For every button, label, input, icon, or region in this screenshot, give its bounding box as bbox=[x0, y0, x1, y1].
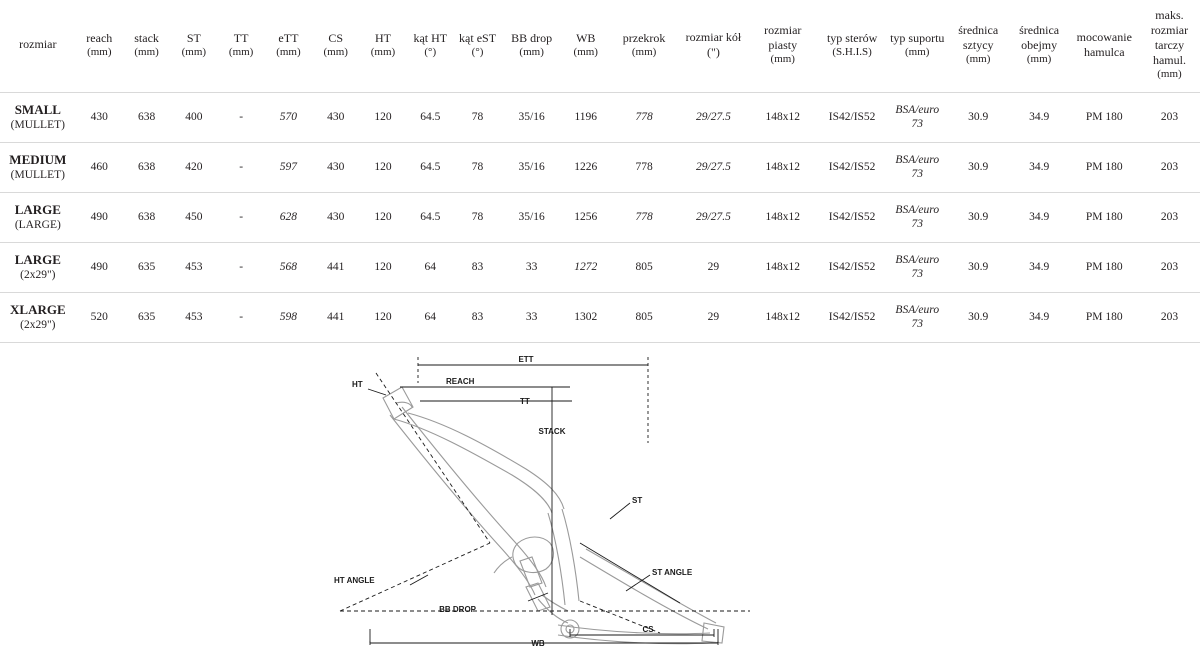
label-cs: CS bbox=[642, 624, 654, 634]
cell-hub-size: 148x12 bbox=[748, 92, 817, 142]
col-header-headset: typ sterów (S.H.I.S) bbox=[817, 0, 886, 92]
cell-est-angle: 83 bbox=[454, 242, 501, 292]
cell-brake-mount: PM 180 bbox=[1070, 192, 1139, 242]
cell-ht: 120 bbox=[359, 292, 406, 342]
cell-seatpost: 30.9 bbox=[948, 192, 1009, 242]
cell-max-rotor: 203 bbox=[1139, 92, 1200, 142]
cell-bb-drop: 35/16 bbox=[501, 192, 562, 242]
cell-brake-mount: PM 180 bbox=[1070, 92, 1139, 142]
cell-ht: 120 bbox=[359, 142, 406, 192]
cell-headset: IS42/IS52 bbox=[817, 142, 886, 192]
cell-bb: BSA/euro 73 bbox=[887, 292, 948, 342]
cell-bb-drop: 35/16 bbox=[501, 142, 562, 192]
cell-ht: 120 bbox=[359, 242, 406, 292]
col-header-est-angle: kąt eST (°) bbox=[454, 0, 501, 92]
cell-ht-angle: 64 bbox=[407, 292, 454, 342]
cell-standover: 805 bbox=[609, 242, 678, 292]
cell-brake-mount: PM 180 bbox=[1070, 242, 1139, 292]
label-st-angle: ST ANGLE bbox=[652, 567, 693, 577]
col-header-tt: TT (mm) bbox=[218, 0, 265, 92]
col-header-clamp: średnica obejmy (mm) bbox=[1009, 0, 1070, 92]
col-header-ht-angle: kąt HT (°) bbox=[407, 0, 454, 92]
cell-wb: 1226 bbox=[562, 142, 609, 192]
cell-tt: - bbox=[218, 142, 265, 192]
cell-st: 420 bbox=[170, 142, 217, 192]
label-tt: TT bbox=[520, 396, 530, 406]
cell-bb: BSA/euro 73 bbox=[887, 142, 948, 192]
label-bb-drop: BB DROP bbox=[439, 604, 476, 614]
cell-max-rotor: 203 bbox=[1139, 142, 1200, 192]
cell-stack: 635 bbox=[123, 242, 170, 292]
cell-tt: - bbox=[218, 192, 265, 242]
frame-outline bbox=[383, 387, 724, 644]
label-wb: WB bbox=[531, 638, 545, 648]
cell-est-angle: 78 bbox=[454, 92, 501, 142]
cell-bb: BSA/euro 73 bbox=[887, 242, 948, 292]
col-header-wheel-size: rozmiar kół (") bbox=[679, 0, 748, 92]
label-st: ST bbox=[632, 495, 643, 505]
cell-hub-size: 148x12 bbox=[748, 142, 817, 192]
cell-bb: BSA/euro 73 bbox=[887, 192, 948, 242]
cell-ht-angle: 64.5 bbox=[407, 192, 454, 242]
frame-geometry-diagram bbox=[0, 343, 1200, 653]
cell-hub-size: 148x12 bbox=[748, 242, 817, 292]
label-reach: REACH bbox=[446, 376, 475, 386]
cell-seatpost: 30.9 bbox=[948, 292, 1009, 342]
cell-ht-angle: 64 bbox=[407, 242, 454, 292]
cell-size: XLARGE (2x29") bbox=[0, 292, 76, 342]
cell-stack: 638 bbox=[123, 142, 170, 192]
cell-ett: 598 bbox=[265, 292, 312, 342]
cell-ht-angle: 64.5 bbox=[407, 142, 454, 192]
col-header-wb: WB (mm) bbox=[562, 0, 609, 92]
cell-wheel-size: 29 bbox=[679, 242, 748, 292]
cell-tt: - bbox=[218, 292, 265, 342]
col-header-max-rotor: maks. rozmiar tarczy hamul. (mm) bbox=[1139, 0, 1200, 92]
table-row bbox=[0, 92, 1200, 142]
cell-cs: 430 bbox=[312, 192, 359, 242]
cell-est-angle: 78 bbox=[454, 142, 501, 192]
cell-ett: 597 bbox=[265, 142, 312, 192]
col-header-stack: stack (mm) bbox=[123, 0, 170, 92]
col-header-seatpost: średnica sztycy (mm) bbox=[948, 0, 1009, 92]
table-body bbox=[0, 92, 1200, 342]
cell-wheel-size: 29/27.5 bbox=[679, 92, 748, 142]
table-row bbox=[0, 292, 1200, 342]
cell-wb: 1256 bbox=[562, 192, 609, 242]
cell-bb-drop: 33 bbox=[501, 292, 562, 342]
cell-est-angle: 83 bbox=[454, 292, 501, 342]
cell-cs: 430 bbox=[312, 142, 359, 192]
cell-ett: 570 bbox=[265, 92, 312, 142]
frame-diagram-svg bbox=[280, 343, 920, 653]
cell-wb: 1196 bbox=[562, 92, 609, 142]
cell-seatpost: 30.9 bbox=[948, 92, 1009, 142]
col-header-hub-size: rozmiar piasty (mm) bbox=[748, 0, 817, 92]
cell-brake-mount: PM 180 bbox=[1070, 292, 1139, 342]
cell-est-angle: 78 bbox=[454, 192, 501, 242]
label-ht: HT bbox=[352, 379, 363, 389]
col-header-cs: CS (mm) bbox=[312, 0, 359, 92]
cell-reach: 520 bbox=[76, 292, 123, 342]
cell-reach: 430 bbox=[76, 92, 123, 142]
cell-standover: 805 bbox=[609, 292, 678, 342]
cell-st: 453 bbox=[170, 292, 217, 342]
dimension-labels bbox=[334, 355, 693, 648]
cell-clamp: 34.9 bbox=[1009, 92, 1070, 142]
cell-reach: 490 bbox=[76, 192, 123, 242]
cell-hub-size: 148x12 bbox=[748, 192, 817, 242]
cell-size: LARGE (LARGE) bbox=[0, 192, 76, 242]
col-header-reach: reach (mm) bbox=[76, 0, 123, 92]
label-stack: STACK bbox=[538, 426, 566, 436]
cell-max-rotor: 203 bbox=[1139, 242, 1200, 292]
cell-stack: 638 bbox=[123, 92, 170, 142]
cell-bb-drop: 33 bbox=[501, 242, 562, 292]
cell-size: SMALL (MULLET) bbox=[0, 92, 76, 142]
cell-cs: 441 bbox=[312, 242, 359, 292]
cell-ht: 120 bbox=[359, 92, 406, 142]
col-header-bb: typ suportu (mm) bbox=[887, 0, 948, 92]
cell-wb: 1302 bbox=[562, 292, 609, 342]
cell-headset: IS42/IS52 bbox=[817, 192, 886, 242]
cell-st: 400 bbox=[170, 92, 217, 142]
col-header-ht: HT (mm) bbox=[359, 0, 406, 92]
cell-tt: - bbox=[218, 92, 265, 142]
cell-seatpost: 30.9 bbox=[948, 242, 1009, 292]
cell-standover: 778 bbox=[609, 192, 678, 242]
table-header bbox=[0, 0, 1200, 92]
cell-clamp: 34.9 bbox=[1009, 242, 1070, 292]
col-header-st: ST (mm) bbox=[170, 0, 217, 92]
table-row bbox=[0, 142, 1200, 192]
col-header-ett: eTT (mm) bbox=[265, 0, 312, 92]
col-header-brake-mount: mocowanie hamulca bbox=[1070, 0, 1139, 92]
cell-st: 450 bbox=[170, 192, 217, 242]
cell-clamp: 34.9 bbox=[1009, 292, 1070, 342]
cell-cs: 430 bbox=[312, 92, 359, 142]
label-ht-angle: HT ANGLE bbox=[334, 575, 375, 585]
table-row bbox=[0, 192, 1200, 242]
cell-clamp: 34.9 bbox=[1009, 192, 1070, 242]
table-row bbox=[0, 242, 1200, 292]
cell-bb-drop: 35/16 bbox=[501, 92, 562, 142]
cell-headset: IS42/IS52 bbox=[817, 292, 886, 342]
col-header-standover: przekrok (mm) bbox=[609, 0, 678, 92]
cell-max-rotor: 203 bbox=[1139, 292, 1200, 342]
cell-ett: 628 bbox=[265, 192, 312, 242]
cell-stack: 638 bbox=[123, 192, 170, 242]
cell-clamp: 34.9 bbox=[1009, 142, 1070, 192]
cell-headset: IS42/IS52 bbox=[817, 92, 886, 142]
cell-brake-mount: PM 180 bbox=[1070, 142, 1139, 192]
cell-bb: BSA/euro 73 bbox=[887, 92, 948, 142]
cell-standover: 778 bbox=[609, 142, 678, 192]
label-ett: ETT bbox=[518, 354, 534, 364]
cell-size: MEDIUM (MULLET) bbox=[0, 142, 76, 192]
header-row bbox=[0, 0, 1200, 92]
cell-wheel-size: 29/27.5 bbox=[679, 192, 748, 242]
cell-size: LARGE (2x29") bbox=[0, 242, 76, 292]
cell-ht-angle: 64.5 bbox=[407, 92, 454, 142]
cell-seatpost: 30.9 bbox=[948, 142, 1009, 192]
cell-tt: - bbox=[218, 242, 265, 292]
col-header-bb-drop: BB drop (mm) bbox=[501, 0, 562, 92]
cell-standover: 778 bbox=[609, 92, 678, 142]
cell-cs: 441 bbox=[312, 292, 359, 342]
cell-ett: 568 bbox=[265, 242, 312, 292]
cell-headset: IS42/IS52 bbox=[817, 242, 886, 292]
cell-hub-size: 148x12 bbox=[748, 292, 817, 342]
cell-wheel-size: 29 bbox=[679, 292, 748, 342]
cell-ht: 120 bbox=[359, 192, 406, 242]
cell-max-rotor: 203 bbox=[1139, 192, 1200, 242]
cell-wb: 1272 bbox=[562, 242, 609, 292]
cell-stack: 635 bbox=[123, 292, 170, 342]
cell-reach: 490 bbox=[76, 242, 123, 292]
cell-st: 453 bbox=[170, 242, 217, 292]
cell-reach: 460 bbox=[76, 142, 123, 192]
cell-wheel-size: 29/27.5 bbox=[679, 142, 748, 192]
col-header-rozmiar: rozmiar bbox=[0, 0, 76, 92]
